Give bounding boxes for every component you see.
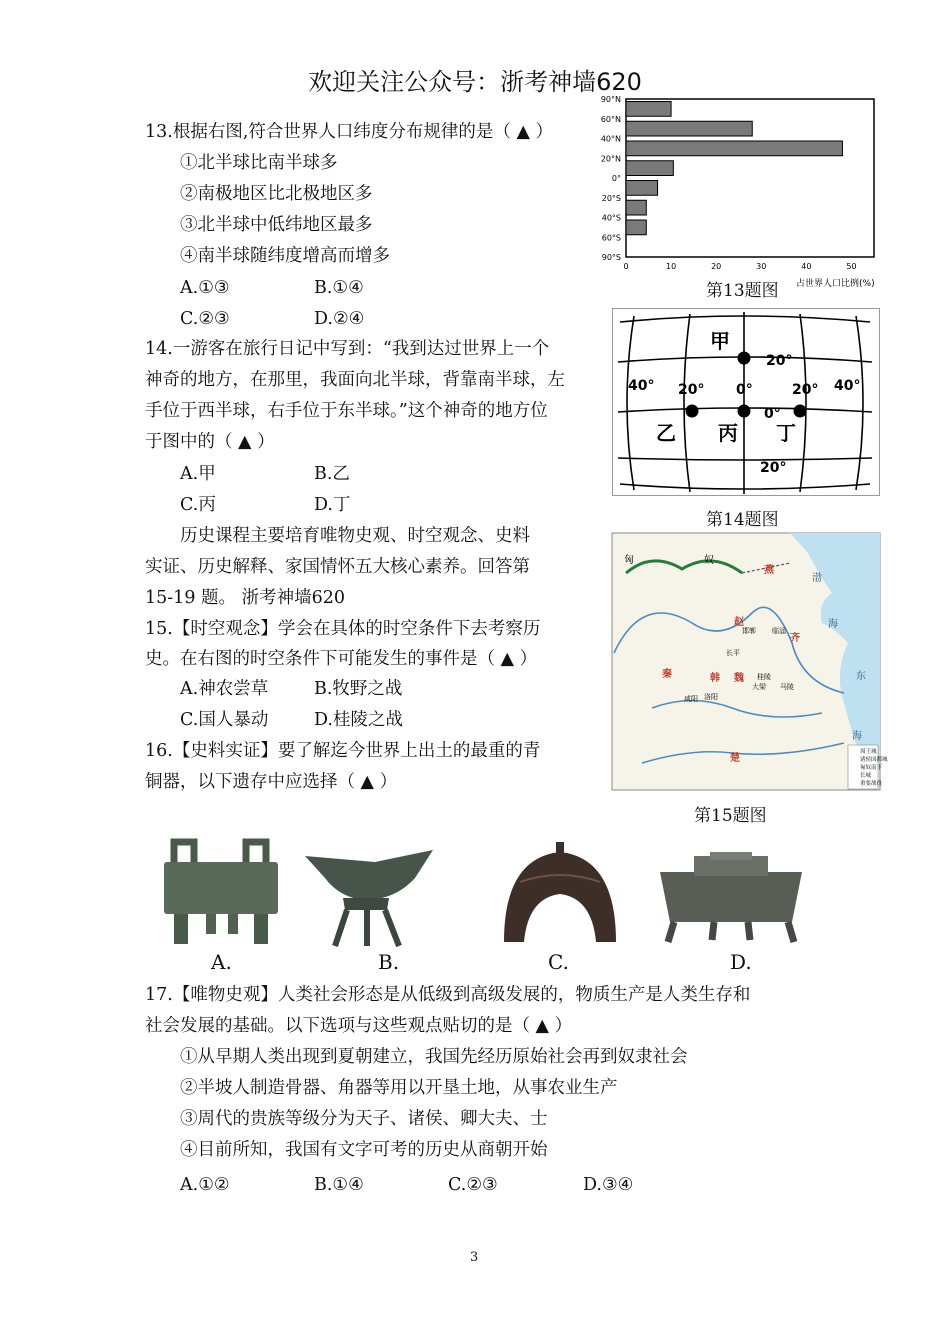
map-legend xyxy=(848,745,888,789)
sea-label-hai-1: 海 xyxy=(828,619,838,630)
city-guiling: 桂陵 xyxy=(757,673,771,681)
intro-line-3: 15-19 题。 浙考神墙620 xyxy=(145,588,345,608)
q15-choice-c: C.国人暴动 xyxy=(180,710,269,730)
state-chu: 楚 xyxy=(730,753,740,764)
q13-caption: 第13题图 xyxy=(706,281,779,301)
chart-bar xyxy=(626,102,671,117)
label-jia: 甲 xyxy=(710,329,730,353)
q14-choice-a: A.甲 xyxy=(180,464,216,484)
q13-choice-c: C.②③ xyxy=(180,309,230,329)
q13-choice-a: A.①③ xyxy=(180,278,230,298)
point-bing xyxy=(738,405,751,418)
chart-x-tick-label: 10 xyxy=(665,262,677,271)
q17-choice-d: D.③④ xyxy=(583,1175,634,1195)
q17-choice-c: C.②③ xyxy=(448,1175,498,1195)
chart-y-tick-label: 20°N xyxy=(600,154,621,164)
q14-stem-line-3: 手位于西半球，右手位于东半球。”这个神奇的地方位 xyxy=(145,401,548,421)
q16-stem-line-2: 铜器，以下遗存中应选择（ ▲ ） xyxy=(145,772,398,792)
q15-choice-a: A.神农尝草 xyxy=(180,679,269,699)
q14-choice-c: C.丙 xyxy=(180,495,216,515)
q14-stem-line-2: 神奇的地方，在那里，我面向北半球，背靠南半球，左 xyxy=(145,370,565,390)
bronze-fangjian-image xyxy=(654,852,808,944)
lon-label-0: 0° xyxy=(736,382,753,398)
point-yi xyxy=(686,405,699,418)
bronze-ding-image xyxy=(150,838,290,946)
chart-x-tick-label: 20 xyxy=(711,262,722,271)
chart-x-tick-label: 40 xyxy=(801,262,812,271)
chart-y-tick-label: 0° xyxy=(611,174,621,183)
q17-option-2: ②半坡人制造骨器、角器等用以开垦土地，从事农业生产 xyxy=(180,1078,618,1098)
q17-option-4: ④目前所知，我国有文字可考的历史从商朝开始 xyxy=(180,1140,548,1160)
chart-bar xyxy=(626,220,646,235)
chart-bar xyxy=(626,161,673,176)
state-wei: 魏 xyxy=(734,673,744,684)
sea-label-hai-2: 海 xyxy=(852,731,862,742)
legend-wall: 长城 xyxy=(860,773,872,779)
chart-y-tick-label: 40°N xyxy=(600,134,621,144)
city-luoyang: 洛阳 xyxy=(704,693,718,701)
q17-option-3: ③周代的贵族等级分为天子、诸侯、卿大夫、士 xyxy=(180,1109,548,1129)
chart-y-tick-label: 20°S xyxy=(601,193,621,203)
q14-stem-line-1: 14.一游客在旅行日记中写到：“我到达过世界上一个 xyxy=(145,339,550,359)
chart-bar xyxy=(626,200,646,215)
q15-caption: 第15题图 xyxy=(694,806,767,826)
q14-stem-line-4: 于图中的（ ▲ ） xyxy=(145,432,275,452)
legend-xiongnu: 匈奴南下 xyxy=(860,765,883,771)
q17-choice-b: B.①④ xyxy=(314,1175,364,1195)
chart-x-tick-label: 50 xyxy=(846,262,857,271)
chart-y-tick-label: 90°S xyxy=(601,253,621,262)
q15-choice-d: D.桂陵之战 xyxy=(314,710,403,730)
chart-y-tick-label: 60°S xyxy=(601,233,621,243)
lat-label-20n: 20° xyxy=(766,353,793,369)
q13-option-4: ④南半球随纬度增高而增多 xyxy=(180,246,390,266)
population-latitude-chart xyxy=(596,94,896,294)
chart-bar xyxy=(626,181,658,196)
city-maling: 马陵 xyxy=(780,683,794,691)
intro-line-1: 历史课程主要培育唯物史观、时空观念、史料 xyxy=(180,526,530,546)
city-xianyang: 咸阳 xyxy=(684,695,698,703)
q13-stem: 13.根据右图,符合世界人口纬度分布规律的是（ ▲ ） xyxy=(145,122,553,142)
q16-letter-a: A. xyxy=(211,950,232,974)
sea-label-dong: 东 xyxy=(856,671,866,682)
chart-y-tick-label: 90°N xyxy=(600,95,621,104)
label-ding: 丁 xyxy=(776,421,796,445)
q14-caption: 第14题图 xyxy=(706,510,779,530)
lat-label-0: 0° xyxy=(764,406,781,422)
chart-bar xyxy=(626,121,752,136)
warring-states-map xyxy=(612,533,888,790)
state-yan: 燕 xyxy=(764,565,774,576)
q13-choice-d: D.②④ xyxy=(314,309,365,329)
chart-x-axis-label: 占世界人口比例(%) xyxy=(796,279,875,289)
graticule-map xyxy=(612,308,880,496)
q13-option-2: ②南极地区比北极地区多 xyxy=(180,184,373,204)
point-ding xyxy=(794,405,807,418)
q16-letter-d: D. xyxy=(730,950,752,974)
lon-label-20w: 20° xyxy=(678,382,705,398)
sea-label-bo: 渤 xyxy=(812,573,822,584)
q17-stem-line-1: 17.【唯物史观】人类社会形态是从低级到高级发展的，物质生产是人类生存和 xyxy=(145,985,751,1005)
q17-choice-a: A.①② xyxy=(180,1175,230,1195)
q13-option-3: ③北半球中低纬地区最多 xyxy=(180,215,373,235)
q14-choice-b: B.乙 xyxy=(314,464,350,484)
q15-choice-b: B.牧野之战 xyxy=(314,679,403,699)
city-handan: 邯郸 xyxy=(742,627,756,635)
lon-label-20e: 20° xyxy=(792,382,819,398)
state-han: 韩 xyxy=(710,673,720,684)
city-linzi: 临淄 xyxy=(772,627,786,635)
bronze-jue-image xyxy=(305,848,435,948)
q16-stem-line-1: 16.【史料实证】要了解迄今世界上出土的最重的青 xyxy=(145,741,541,761)
chart-bar xyxy=(626,141,842,156)
q13-option-1: ①北半球比南半球多 xyxy=(180,153,338,173)
lat-label-20s: 20° xyxy=(760,460,787,476)
state-qi: 齐 xyxy=(790,633,800,644)
legend-battle: 重要战役 xyxy=(860,781,883,787)
chart-x-tick-label: 30 xyxy=(756,262,767,271)
city-daliang: 大梁 xyxy=(752,683,766,691)
q16-letter-c: C. xyxy=(548,950,569,974)
label-xiong: 匈 xyxy=(624,555,634,566)
chart-x-tick-label: 0 xyxy=(623,262,629,271)
q16-letter-b: B. xyxy=(378,950,400,974)
lon-label-40e: 40° xyxy=(834,378,861,394)
state-zhao: 赵 xyxy=(734,617,744,628)
legend-zhou-city: 周王城 xyxy=(860,749,877,755)
lon-label-40w: 40° xyxy=(628,378,655,394)
q17-stem-line-2: 社会发展的基础。以下选项与这些观点贴切的是（ ▲ ） xyxy=(145,1016,573,1036)
q15-stem-line-1: 15.【时空观念】学会在具体的时空条件下去考察历 xyxy=(145,619,541,639)
page-header: 欢迎关注公众号：浙考神墙620 xyxy=(308,68,642,96)
chart-y-tick-label: 60°N xyxy=(600,114,621,124)
chart-y-tick-label: 40°S xyxy=(601,213,621,223)
q15-stem-line-2: 史。在右图的时空条件下可能发生的事件是（ ▲ ） xyxy=(145,649,538,669)
q17-option-1: ①从早期人类出现到夏朝建立，我国先经历原始社会再到奴隶社会 xyxy=(180,1047,688,1067)
legend-capital: 诸侯国都城 xyxy=(860,757,888,763)
label-bing: 丙 xyxy=(718,421,738,445)
q13-choice-b: B.①④ xyxy=(314,278,364,298)
q14-choice-d: D.丁 xyxy=(314,495,351,515)
bronze-helmet-image xyxy=(500,842,620,946)
point-jia xyxy=(738,352,751,365)
state-qin: 秦 xyxy=(662,669,672,680)
page-number: 3 xyxy=(470,1250,479,1265)
intro-line-2: 实证、历史解释、家国情怀五大核心素养。回答第 xyxy=(145,557,530,577)
label-nu: 奴 xyxy=(704,555,714,566)
label-yi: 乙 xyxy=(656,421,676,445)
city-changping: 长平 xyxy=(726,649,740,657)
map-frame xyxy=(613,309,880,496)
